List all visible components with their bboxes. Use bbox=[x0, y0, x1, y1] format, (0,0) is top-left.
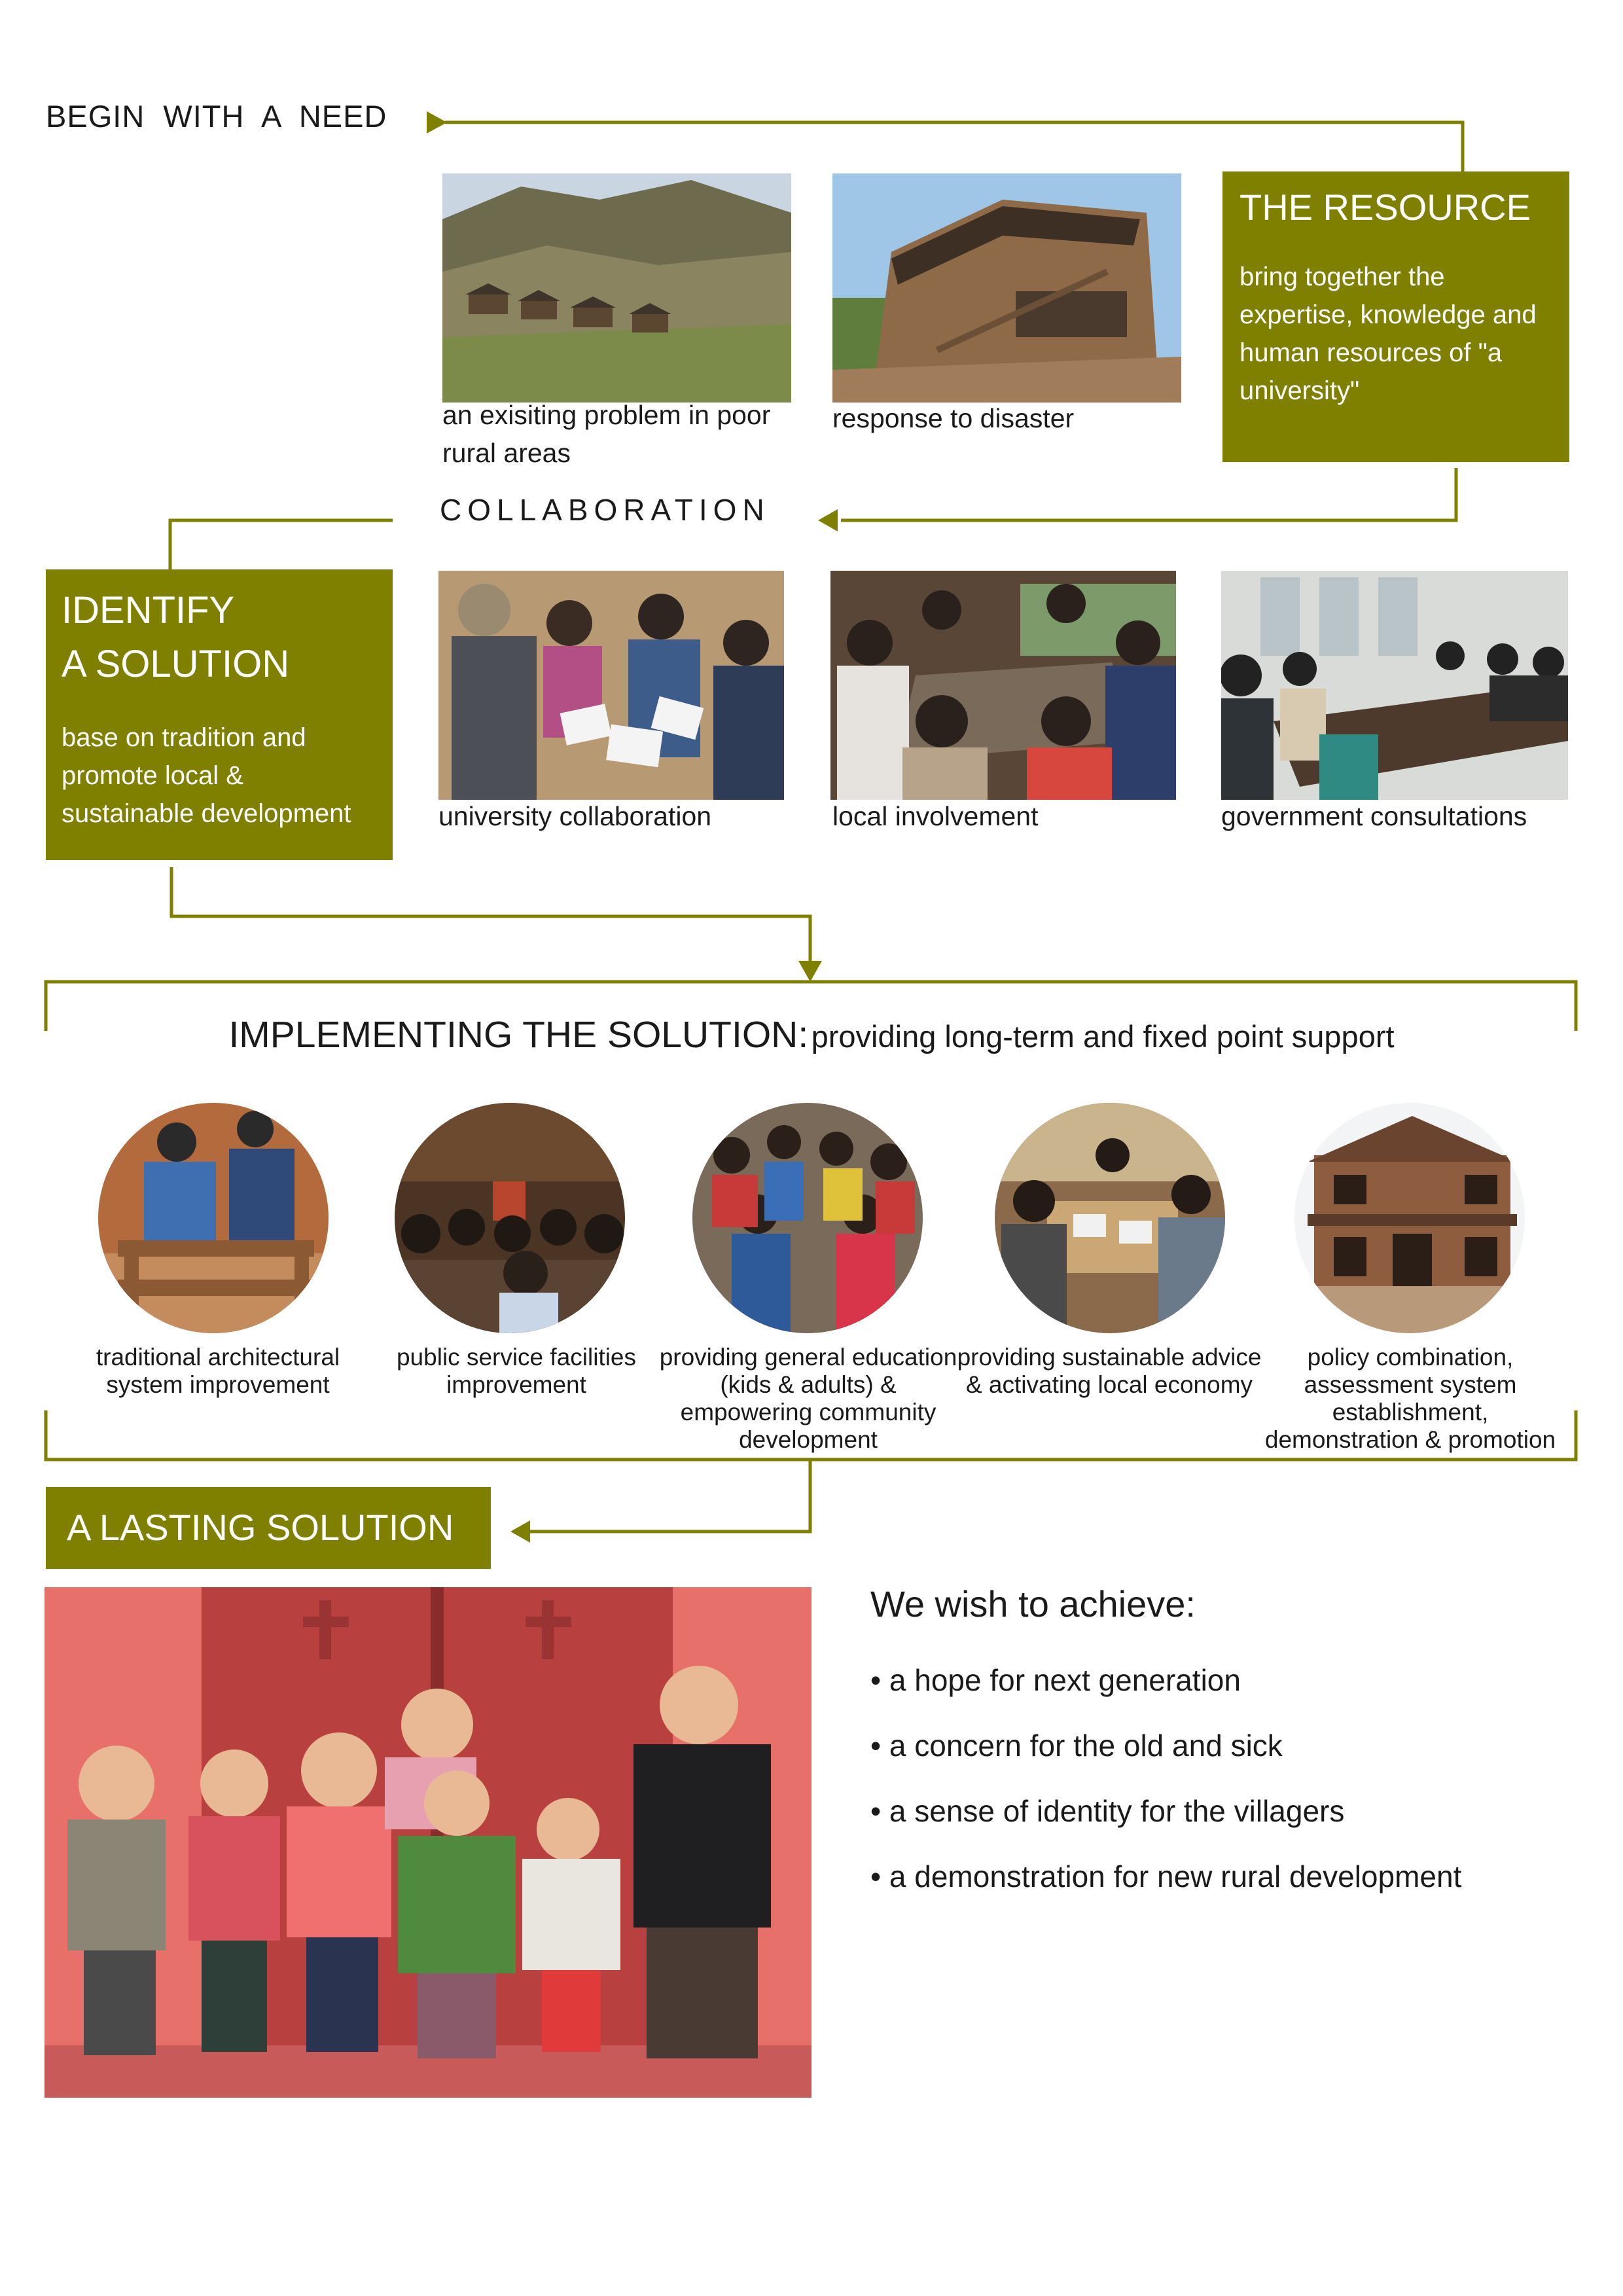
photo-university-collab bbox=[438, 571, 784, 800]
circle-caption-education: providing general education (kids & adults) & empowering community development bbox=[659, 1344, 957, 1453]
caption-local-involvement: local involvement bbox=[832, 801, 1039, 831]
circle-public-facilities bbox=[395, 1103, 625, 1333]
goal-item: • a hope for next generation bbox=[870, 1663, 1241, 1697]
circle-caption-public-facilities: public service facilities improvement bbox=[396, 1344, 637, 1398]
wish-heading: We wish to achieve: bbox=[870, 1583, 1196, 1624]
circle-education bbox=[692, 1103, 923, 1333]
resource-title: THE RESOURCE bbox=[1240, 187, 1531, 228]
implementing-subtitle: providing long-term and fixed point support bbox=[811, 1019, 1395, 1054]
circle-caption-sustainable-advice: providing sustainable advice & activating local economy bbox=[957, 1344, 1262, 1398]
photo-rural-village bbox=[442, 173, 791, 403]
begin-label: BEGIN WITH A NEED bbox=[46, 99, 387, 134]
goal-item: • a sense of identity for the villagers bbox=[870, 1794, 1345, 1828]
lasting-solution-box bbox=[46, 1487, 491, 1569]
arrow-collaboration bbox=[818, 509, 838, 531]
resource-text: bring together the expertise, knowledge and human resources of "a university" bbox=[1240, 262, 1537, 405]
photo-disaster-house bbox=[832, 173, 1181, 403]
photo-government-consultation bbox=[1221, 571, 1568, 800]
caption-rural-problem: an exisiting problem in poor rural areas bbox=[442, 400, 771, 468]
circle-policy bbox=[1294, 1103, 1525, 1333]
circle-caption-policy: policy combination, assessment system establishment, demonstration & promotion bbox=[1264, 1344, 1556, 1453]
photo-local-involvement bbox=[830, 571, 1176, 800]
implementing-title: IMPLEMENTING THE SOLUTION: bbox=[228, 1014, 809, 1056]
identify-box bbox=[46, 569, 393, 860]
arrow-implementing bbox=[798, 961, 822, 982]
goal-item: • a concern for the old and sick bbox=[870, 1729, 1283, 1763]
resource-box bbox=[1222, 171, 1569, 462]
goal-item: • a demonstration for new rural development bbox=[870, 1859, 1462, 1893]
implementing-heading bbox=[0, 1013, 1623, 1056]
caption-government: government consultations bbox=[1221, 801, 1527, 831]
photo-children bbox=[45, 1587, 812, 2098]
circle-caption-architecture: traditional architectural system improvement bbox=[96, 1344, 340, 1398]
lasting-title: A LASTING SOLUTION bbox=[67, 1507, 454, 1548]
collaboration-label: COLLABORATION bbox=[440, 493, 770, 527]
arrow-lasting bbox=[510, 1520, 530, 1543]
identify-text: base on tradition and promote local & sustainable development bbox=[62, 723, 351, 828]
identify-title-line2: A SOLUTION bbox=[62, 643, 290, 685]
caption-university-collab: university collaboration bbox=[438, 801, 712, 831]
identify-title-line1: IDENTIFY bbox=[62, 589, 235, 632]
circle-sustainable-advice bbox=[995, 1103, 1225, 1333]
caption-disaster: response to disaster bbox=[832, 403, 1075, 433]
arrow-begin bbox=[427, 111, 447, 134]
circle-architecture bbox=[98, 1103, 329, 1333]
